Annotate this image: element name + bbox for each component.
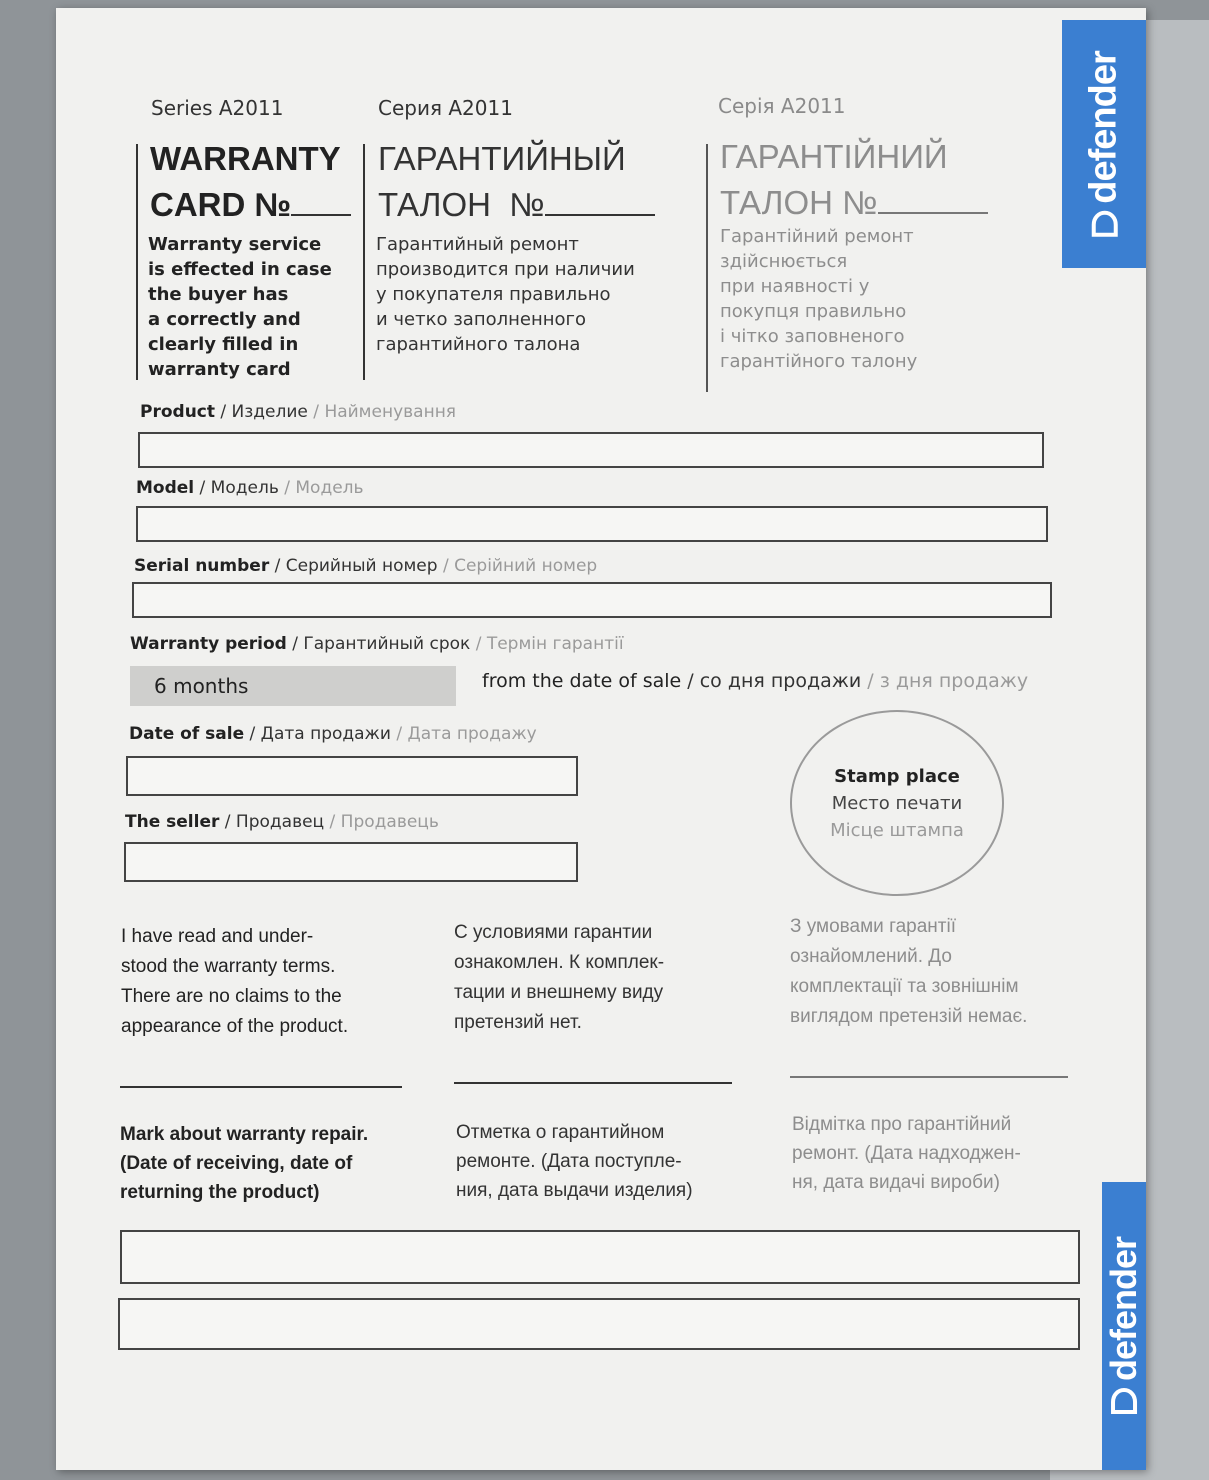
- sep: /: [269, 556, 286, 576]
- serial-label: [134, 556, 597, 576]
- from-date-ua: з дня продажу: [879, 670, 1029, 692]
- seller-field[interactable]: [124, 842, 578, 882]
- terms-ru: С условиями гарантии ознакомлен. К комплек- тации и внешнему виду претензий нет.: [454, 922, 665, 1033]
- divider-ru: [363, 144, 365, 380]
- talon-number-line-ua: [878, 212, 988, 214]
- terms-en: I have read and under- stood the warranty terms. There are no claims to the appearance of the product.: [121, 926, 349, 1037]
- brand-band-top: [1062, 20, 1146, 268]
- signature-line-ru[interactable]: [454, 1082, 732, 1084]
- sep: /: [390, 724, 408, 744]
- series-ua: Серія A2011: [718, 94, 846, 118]
- seller-label: [125, 812, 439, 832]
- sep: /: [470, 634, 487, 654]
- intro-ua: Гарантійний ремонт здійснюється при наявності у покупця правильно і чітко заповненого гарантійного талону: [720, 226, 918, 372]
- date-of-sale-field[interactable]: [126, 756, 578, 796]
- sep: /: [219, 812, 236, 832]
- signature-line-en[interactable]: [120, 1086, 402, 1088]
- intro-ru: Гарантийный ремонт производится при наличии у покупателя правильно и четко заполненного гарантийного талона: [376, 234, 635, 355]
- date-label-en: Date of sale: [129, 724, 245, 744]
- sep: /: [194, 478, 211, 498]
- title-ua-line2: [720, 180, 988, 226]
- terms-ua: З умовами гарантії ознайомлений. До комплектації та зовнішнім виглядом претензій немає.: [790, 916, 1028, 1027]
- model-label-ua: Модель: [295, 478, 364, 498]
- serial-label-ru: Серийный номер: [285, 556, 438, 576]
- seller-label-ua: Продавець: [340, 812, 439, 832]
- period-value: 6 months: [130, 666, 456, 706]
- product-label: [140, 402, 456, 422]
- sep: /: [215, 402, 232, 422]
- title-en: [150, 136, 351, 228]
- date-label-ru: Дата продажи: [260, 724, 391, 744]
- title-en-line2: [150, 182, 351, 228]
- serial-label-ua: Серійний номер: [454, 556, 598, 576]
- sep: /: [307, 402, 325, 422]
- repair-ru: Отметка о гарантийном ремонте. (Дата поступле- ния, дата выдачи изделия): [456, 1122, 693, 1201]
- repair-ua: Відмітка про гарантійний ремонт. (Дата надходжен- ня, дата видачі вироби): [792, 1114, 1021, 1193]
- title-ru: [378, 136, 655, 228]
- stamp-en: Stamp place: [834, 765, 960, 787]
- series-en: Series A2011: [151, 96, 284, 120]
- title-ru-line1: ГАРАНТИЙНЫЙ: [378, 140, 626, 177]
- talon-number-line-ru: [545, 214, 655, 216]
- product-field[interactable]: [138, 432, 1044, 468]
- model-label-en: Model: [136, 478, 195, 498]
- defender-logo-bottom: [1103, 1237, 1145, 1415]
- defender-logo: [1083, 51, 1126, 237]
- title-en-line2-text: CARD №: [150, 186, 292, 223]
- model-field[interactable]: [136, 506, 1048, 542]
- card-number-line: [291, 214, 351, 216]
- brand-name-bottom: defender: [1103, 1236, 1145, 1382]
- date-label-ua: Дата продажу: [407, 724, 537, 744]
- model-label: [136, 478, 364, 498]
- divider-en: [136, 144, 138, 380]
- stamp-place: [790, 710, 1004, 896]
- defender-logo-icon: [1090, 209, 1118, 237]
- defender-logo-icon: [1110, 1387, 1138, 1415]
- repair-field-2[interactable]: [118, 1298, 1080, 1350]
- sep: /: [437, 556, 455, 576]
- title-ua: [720, 134, 988, 226]
- sep: /: [324, 812, 341, 832]
- title-en-line1: WARRANTY: [150, 140, 341, 177]
- serial-field[interactable]: [132, 582, 1052, 618]
- brand-band-bottom: [1102, 1182, 1146, 1470]
- period-label-ua: Термін гарантії: [486, 634, 624, 654]
- seller-label-ru: Продавец: [235, 812, 325, 832]
- title-ru-line2: [378, 182, 655, 228]
- divider-ua: [706, 144, 708, 392]
- product-label-en: Product: [140, 402, 215, 422]
- seller-label-en: The seller: [125, 812, 220, 832]
- from-date-en: from the date of sale: [482, 670, 682, 692]
- repair-en: Mark about warranty repair. (Date of receiving, date of returning the product): [120, 1124, 369, 1203]
- product-label-ua: Найменування: [324, 402, 457, 422]
- intro-en: Warranty service is effected in case the buyer has a correctly and clearly filled in warranty card: [148, 234, 332, 380]
- period-label-en: Warranty period: [130, 634, 287, 654]
- product-label-ru: Изделие: [231, 402, 308, 422]
- from-date-text: [482, 670, 1028, 692]
- title-ua-line2-text: ТАЛОН №: [720, 184, 878, 221]
- date-label: [129, 724, 537, 744]
- warranty-card: [56, 8, 1146, 1470]
- brand-name: defender: [1082, 50, 1125, 204]
- sep: /: [861, 670, 880, 692]
- period-label-ru: Гарантийный срок: [303, 634, 471, 654]
- repair-field-1[interactable]: [120, 1230, 1080, 1284]
- model-label-ru: Модель: [210, 478, 279, 498]
- from-date-ru: со дня продажи: [699, 670, 862, 692]
- sep: /: [681, 670, 700, 692]
- serial-label-en: Serial number: [134, 556, 270, 576]
- sep: /: [244, 724, 261, 744]
- series-ru: Серия A2011: [378, 96, 513, 120]
- stamp-ru: Место печати: [831, 792, 963, 814]
- sep: /: [278, 478, 296, 498]
- sep: /: [286, 634, 304, 654]
- period-label: [130, 634, 624, 654]
- title-ua-line1: ГАРАНТІЙНИЙ: [720, 138, 948, 175]
- signature-line-ua[interactable]: [790, 1076, 1068, 1078]
- title-ru-line2-text: ТАЛОН №: [378, 186, 545, 223]
- stamp-ua: Місце штампа: [830, 819, 964, 841]
